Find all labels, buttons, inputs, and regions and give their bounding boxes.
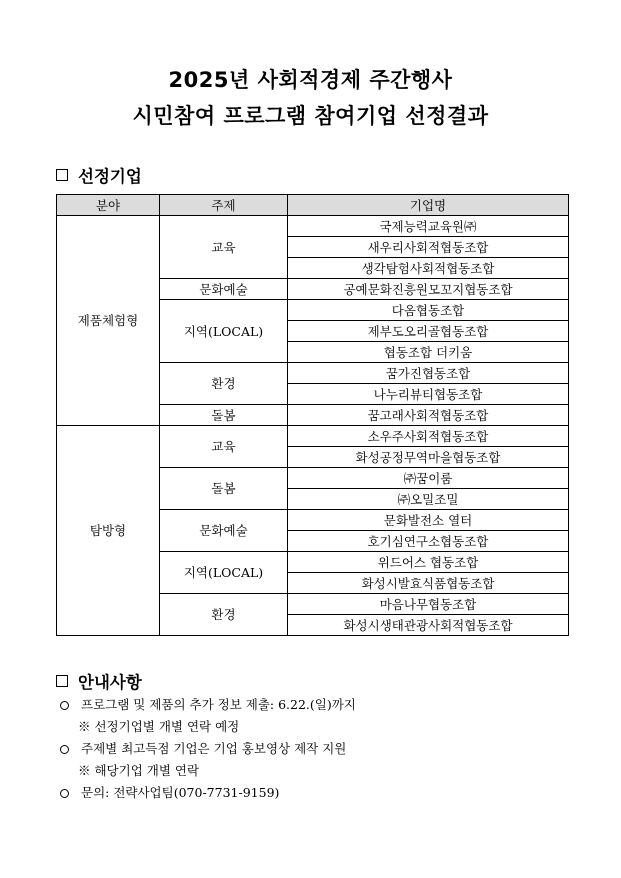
- section-heading-text: 선정기업: [78, 167, 142, 186]
- topic-cell: 환경: [160, 363, 288, 405]
- company-cell: 꿈가진협동조합: [288, 363, 569, 384]
- notice-list: [60, 694, 356, 804]
- section-heading-notice: [56, 669, 142, 693]
- company-cell: 화성시생태관광사회적협동조합: [288, 615, 569, 636]
- company-cell: 공예문화진흥원모꼬지협동조합: [288, 279, 569, 300]
- company-cell: 국제능력교육원㈜: [288, 216, 569, 237]
- section-heading-text: 안내사항: [78, 673, 142, 692]
- company-cell: 새우리사회적협동조합: [288, 237, 569, 258]
- notice-text: 주제별 최고득점 기업은 기업 홍보영상 제작 지원: [81, 741, 347, 756]
- notice-text: 문의: 전략사업팀(070-7731-9159): [81, 785, 280, 800]
- square-bullet-icon: [56, 169, 68, 181]
- field-cell: 탐방형: [57, 426, 160, 636]
- notice-item: [60, 782, 356, 804]
- square-bullet-icon: [56, 675, 68, 687]
- table-row: [57, 216, 569, 237]
- selected-companies-table: [56, 194, 569, 636]
- header-field: 분야: [57, 195, 160, 216]
- topic-cell: 교육: [160, 216, 288, 279]
- table-row: [57, 426, 569, 447]
- topic-cell: 교육: [160, 426, 288, 468]
- notice-text: ※ 해당기업 개별 연락: [78, 763, 200, 778]
- circle-bullet-icon: [60, 701, 69, 710]
- company-cell: ㈜꿈이룸: [288, 468, 569, 489]
- company-cell: 협동조합 더키움: [288, 342, 569, 363]
- field-cell: 제품체험형: [57, 216, 160, 426]
- company-cell: 위드어스 협동조합: [288, 552, 569, 573]
- document-title-line1: 2025년 사회적경제 주간행사: [168, 68, 453, 92]
- circle-bullet-icon: [60, 789, 69, 798]
- company-cell: 마음나무협동조합: [288, 594, 569, 615]
- topic-cell: 지역(LOCAL): [160, 552, 288, 594]
- company-cell: 제부도오리골협동조합: [288, 321, 569, 342]
- company-cell: 문화발전소 열터: [288, 510, 569, 531]
- company-cell: 소우주사회적협동조합: [288, 426, 569, 447]
- table-header-row: [57, 195, 569, 216]
- topic-cell: 지역(LOCAL): [160, 300, 288, 363]
- notice-text: 프로그램 및 제품의 추가 정보 제출: 6.22.(일)까지: [81, 697, 356, 712]
- circle-bullet-icon: [60, 745, 69, 754]
- notice-text: ※ 선정기업별 개별 연락 예정: [78, 719, 240, 734]
- company-cell: ㈜오밀조밀: [288, 489, 569, 510]
- company-cell: 생각탐험사회적협동조합: [288, 258, 569, 279]
- company-cell: 화성공정무역마을협동조합: [288, 447, 569, 468]
- company-cell: 화성시발효식품협동조합: [288, 573, 569, 594]
- company-cell: 다옴협동조합: [288, 300, 569, 321]
- header-company: 기업명: [288, 195, 569, 216]
- header-topic: 주제: [160, 195, 288, 216]
- company-cell: 나누리뷰티협동조합: [288, 384, 569, 405]
- topic-cell: 돌봄: [160, 405, 288, 426]
- topic-cell: 문화예술: [160, 279, 288, 300]
- topic-cell: 환경: [160, 594, 288, 636]
- company-cell: 꿈고래사회적협동조합: [288, 405, 569, 426]
- topic-cell: 돌봄: [160, 468, 288, 510]
- document-title-line2: 시민참여 프로그램 참여기업 선정결과: [132, 104, 489, 128]
- section-heading-selected: [56, 163, 142, 187]
- notice-subitem: [60, 760, 356, 782]
- notice-item: [60, 694, 356, 716]
- company-cell: 호기심연구소협동조합: [288, 531, 569, 552]
- notice-item: [60, 738, 356, 760]
- topic-cell: 문화예술: [160, 510, 288, 552]
- notice-subitem: [60, 716, 356, 738]
